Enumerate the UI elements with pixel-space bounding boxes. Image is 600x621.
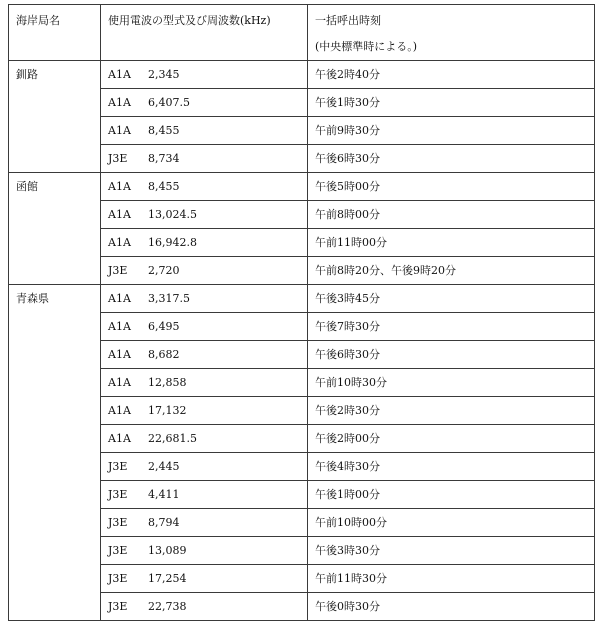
frequency-value: 16,942.8	[148, 236, 197, 249]
table-row	[9, 453, 595, 481]
call-time-cell: 午前11時00分	[308, 229, 595, 257]
table-row	[9, 285, 595, 313]
table-row	[9, 313, 595, 341]
emission-type: J3E	[108, 460, 128, 473]
table-row	[9, 145, 595, 173]
emission-type: A1A	[108, 404, 131, 417]
station-cell	[9, 89, 101, 117]
frequency-value: 13,024.5	[148, 208, 197, 221]
emission-type: J3E	[108, 544, 128, 557]
emission-type: J3E	[108, 572, 128, 585]
frequency-cell	[101, 369, 308, 397]
station-cell: 釧路	[9, 61, 101, 89]
frequency-value: 4,411	[148, 488, 180, 501]
emission-type: J3E	[108, 516, 128, 529]
emission-type: A1A	[108, 124, 131, 137]
frequency-value: 6,407.5	[148, 96, 190, 109]
header-call-time	[308, 5, 595, 61]
table-row	[9, 425, 595, 453]
coast-station-table	[8, 4, 595, 621]
frequency-value: 13,089	[148, 544, 187, 557]
call-time-cell: 午前10時00分	[308, 509, 595, 537]
frequency-value: 17,132	[148, 404, 187, 417]
station-cell	[9, 313, 101, 341]
frequency-cell	[101, 229, 308, 257]
frequency-cell	[101, 397, 308, 425]
frequency-cell	[101, 117, 308, 145]
frequency-cell	[101, 61, 308, 89]
frequency-value: 8,455	[148, 180, 180, 193]
frequency-value: 22,681.5	[148, 432, 197, 445]
frequency-cell	[101, 565, 308, 593]
frequency-cell	[101, 145, 308, 173]
emission-type: J3E	[108, 152, 128, 165]
call-time-cell: 午前9時30分	[308, 117, 595, 145]
frequency-value: 22,738	[148, 600, 187, 613]
table-row	[9, 481, 595, 509]
table-row	[9, 397, 595, 425]
header-call-time-line2: (中央標準時による。)	[315, 40, 418, 53]
emission-type: A1A	[108, 96, 131, 109]
frequency-value: 17,254	[148, 572, 187, 585]
header-call-time-line1: 一括呼出時刻	[315, 14, 381, 27]
station-cell	[9, 145, 101, 173]
header-frequency: 使用電波の型式及び周波数(kHz)	[101, 5, 308, 61]
emission-type: A1A	[108, 376, 131, 389]
frequency-value: 2,345	[148, 68, 180, 81]
frequency-cell	[101, 425, 308, 453]
frequency-cell	[101, 481, 308, 509]
station-cell: 函館	[9, 173, 101, 201]
emission-type: A1A	[108, 180, 131, 193]
call-time-cell: 午後4時30分	[308, 453, 595, 481]
station-cell	[9, 369, 101, 397]
station-cell: 青森県	[9, 285, 101, 313]
station-cell	[9, 229, 101, 257]
table-row	[9, 117, 595, 145]
call-time-cell: 午前11時30分	[308, 565, 595, 593]
frequency-value: 6,495	[148, 320, 180, 333]
table-row	[9, 89, 595, 117]
table-row	[9, 257, 595, 285]
frequency-value: 8,734	[148, 152, 180, 165]
frequency-value: 8,794	[148, 516, 180, 529]
header-station: 海岸局名	[9, 5, 101, 61]
station-cell	[9, 117, 101, 145]
emission-type: A1A	[108, 320, 131, 333]
table-body	[9, 61, 595, 621]
table-row	[9, 229, 595, 257]
station-cell	[9, 201, 101, 229]
station-cell	[9, 397, 101, 425]
table-row	[9, 369, 595, 397]
call-time-cell: 午前8時00分	[308, 201, 595, 229]
station-cell	[9, 257, 101, 285]
call-time-cell: 午後3時30分	[308, 537, 595, 565]
frequency-value: 8,455	[148, 124, 180, 137]
header-row	[9, 5, 595, 61]
call-time-cell: 午後2時30分	[308, 397, 595, 425]
frequency-cell	[101, 285, 308, 313]
table-row	[9, 537, 595, 565]
emission-type: A1A	[108, 68, 131, 81]
call-time-cell: 午後0時30分	[308, 593, 595, 621]
call-time-cell: 午後3時45分	[308, 285, 595, 313]
frequency-cell	[101, 201, 308, 229]
call-time-cell: 午後2時00分	[308, 425, 595, 453]
station-cell	[9, 425, 101, 453]
table-row	[9, 173, 595, 201]
emission-type: A1A	[108, 432, 131, 445]
emission-type: A1A	[108, 236, 131, 249]
station-cell	[9, 453, 101, 481]
station-cell	[9, 537, 101, 565]
station-cell	[9, 565, 101, 593]
emission-type: A1A	[108, 348, 131, 361]
table-row	[9, 201, 595, 229]
frequency-cell	[101, 257, 308, 285]
frequency-cell	[101, 173, 308, 201]
call-time-cell: 午前10時30分	[308, 369, 595, 397]
emission-type: A1A	[108, 208, 131, 221]
frequency-cell	[101, 453, 308, 481]
emission-type: J3E	[108, 488, 128, 501]
frequency-value: 2,445	[148, 460, 180, 473]
call-time-cell: 午後6時30分	[308, 341, 595, 369]
frequency-value: 2,720	[148, 264, 180, 277]
frequency-cell	[101, 89, 308, 117]
table-row	[9, 341, 595, 369]
emission-type: A1A	[108, 292, 131, 305]
station-cell	[9, 341, 101, 369]
call-time-cell: 午後1時30分	[308, 89, 595, 117]
call-time-cell: 午後2時40分	[308, 61, 595, 89]
frequency-cell	[101, 341, 308, 369]
table-row	[9, 509, 595, 537]
frequency-cell	[101, 313, 308, 341]
call-time-cell: 午後1時00分	[308, 481, 595, 509]
emission-type: J3E	[108, 600, 128, 613]
call-time-cell: 午後5時00分	[308, 173, 595, 201]
frequency-value: 3,317.5	[148, 292, 190, 305]
call-time-cell: 午前8時20分、午後9時20分	[308, 257, 595, 285]
station-cell	[9, 509, 101, 537]
table-row	[9, 61, 595, 89]
frequency-value: 8,682	[148, 348, 180, 361]
call-time-cell: 午後7時30分	[308, 313, 595, 341]
frequency-cell	[101, 537, 308, 565]
frequency-value: 12,858	[148, 376, 187, 389]
call-time-cell: 午後6時30分	[308, 145, 595, 173]
document-page	[8, 4, 595, 621]
emission-type: J3E	[108, 264, 128, 277]
frequency-cell	[101, 509, 308, 537]
table-row	[9, 565, 595, 593]
station-cell	[9, 481, 101, 509]
